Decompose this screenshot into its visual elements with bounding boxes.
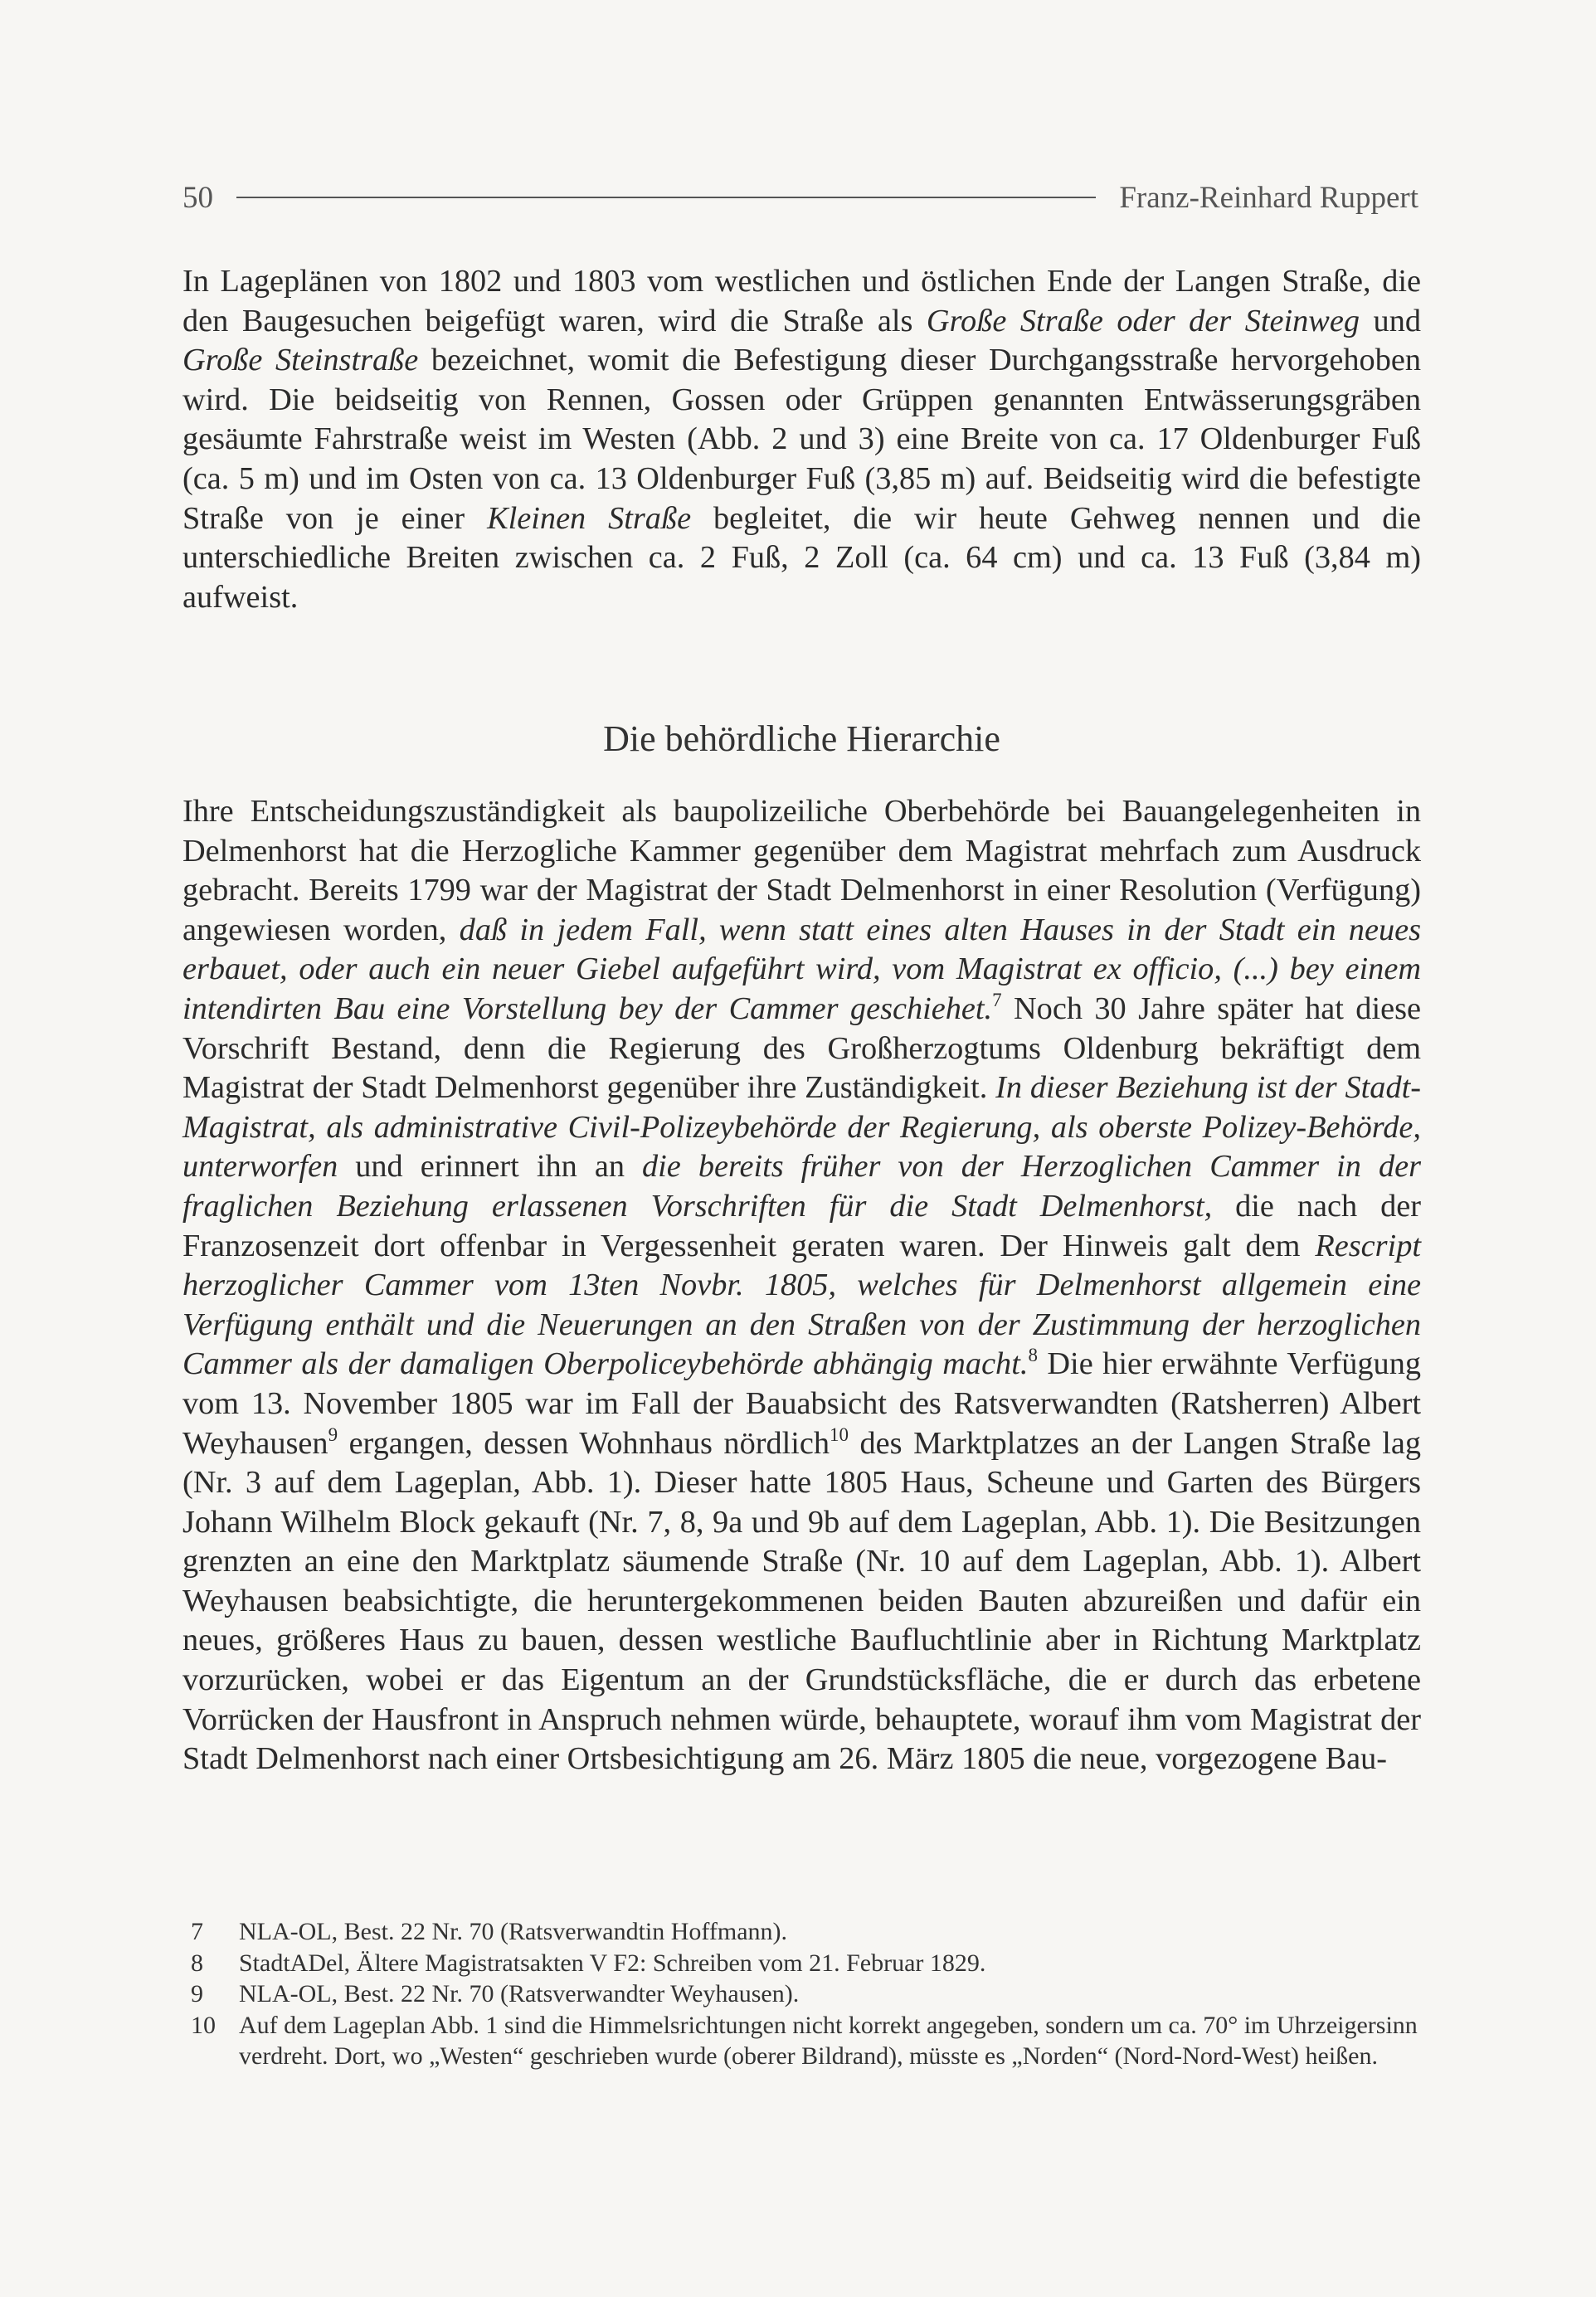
footnote (191, 1916, 1423, 1948)
paragraph-authority-hierarchy (182, 792, 1421, 1779)
footnote-marker[interactable]: 9 (328, 1423, 338, 1445)
italic-quotation: die bereits früher von der Herzoglichen Cammer in der fraglichen Beziehung erlassenen Vorschriften für die Stadt Delmenhorst, (182, 1149, 1422, 1224)
footnote-number: 10 (191, 2011, 216, 2039)
text-run: bezeichnet, womit die Befestigung dieser Durchgangsstraße hervorgehoben wird. Die beidseitig von Rennen, Gossen oder Grüppen genannten Entwässerungsgräben gesäumte Fahrstraße weist im Westen (Abb. 2 und 3) eine Breite von ca. 17 Oldenburger Fuß (ca. 5 m) und im Osten von ca. 13 Oldenburger Fuß (3,85 m) auf. Beidseitig wird die befestigte Straße von je einer (182, 343, 1421, 536)
paragraph-1 (182, 262, 1421, 617)
italic-quotation: In dieser Beziehung ist der Stadt-Magistrat, als administrative Civil-Polizeybehörde der Regierung, als oberste Polizey-Behörde, unterworfen (182, 1070, 1421, 1185)
page-number: 50 (182, 180, 213, 215)
footnote-text: Auf dem Lageplan Abb. 1 sind die Himmelsrichtungen nicht korrekt angegeben, sondern um ca. 70° im Uhrzeigersinn verdreht. Dort, wo „Westen“ geschrieben wurde (oberer Bildrand), müsste es „Norden“ (Nord-Nord-West) heißen. (239, 2011, 1418, 2070)
text-run: und (1360, 303, 1421, 338)
footnote (191, 2010, 1423, 2072)
italic-quotation: Große Straße oder der Steinweg (926, 303, 1360, 338)
text-run: In Lageplänen von 1802 und 1803 vom westlichen und östlichen Ende der Langen Straße, die den Baugesuchen beigefügt waren, wird die Straße als (182, 264, 1421, 338)
text-run: ergangen, dessen Wohnhaus nördlich (338, 1425, 830, 1461)
footnote-marker[interactable]: 8 (1028, 1345, 1038, 1366)
italic-quotation: daß in jedem Fall, wenn statt eines alten Hauses in der Stadt ein neues erbauet, oder auch ein neuer Giebel aufgeführt wird, vom Magistrat ex officio, (...) bey einem intendirten Bau eine Vorstellung bey der Cammer geschiehet. (182, 912, 1421, 1026)
italic-quotation: Kleinen Straße (487, 500, 692, 536)
footnote-marker[interactable]: 10 (830, 1423, 849, 1445)
section-heading: Die behördliche Hierarchie (603, 718, 1000, 759)
text-run: die nach der Franzosenzeit dort offenbar in Vergessenheit geraten waren. Der Hinweis galt dem (182, 1188, 1422, 1263)
italic-quotation: Rescript herzoglicher Cammer vom 13ten Novbr. 1805, welches für Delmenhorst allgemein eine Verfügung enthält und die Neuerungen an den Straßen von der Zustimmung der herzoglichen Cammer als der damaligen Oberpoliceybehörde abhängig macht. (182, 1228, 1421, 1382)
footnote (191, 1978, 1423, 2010)
text-run: Ihre Entscheidungszuständigkeit als baupolizeiliche Oberbehörde bei Bauangelegenheiten in Delmenhorst hat die Herzogliche Kammer gegenüber dem Magistrat mehrfach zum Ausdruck gebracht. Bereits 1799 war der Magistrat der Stadt Delmenhorst in einer Resolution (Verfügung) angewiesen worden, (182, 794, 1421, 947)
running-author: Franz-Reinhard Ruppert (1119, 180, 1418, 215)
text-run: Die hier erwähnte Verfügung vom 13. November 1805 war im Fall der Bauabsicht des Ratsverwandten (Ratsherren) Albert Weyhausen (182, 1346, 1421, 1461)
footnote-text: NLA-OL, Best. 22 Nr. 70 (Ratsverwandtin Hoffmann). (239, 1918, 787, 1945)
text-run: begleitet, die wir heute Gehweg nennen und die unterschiedliche Breiten zwischen ca. 2 Fuß, 2 Zoll (ca. 64 cm) und ca. 13 Fuß (3,84 m) aufweist. (182, 500, 1421, 615)
italic-quotation: Große Steinstraße (182, 343, 419, 378)
header-rule (236, 197, 1096, 198)
footnote-number: 8 (191, 1949, 203, 1977)
footnote-text: StadtADel, Ältere Magistratsakten V F2: Schreiben vom 21. Februar 1829. (239, 1949, 986, 1977)
running-header (182, 173, 1418, 222)
paragraph-street-description (182, 262, 1421, 617)
footnote-number: 7 (191, 1918, 203, 1945)
footnote-marker[interactable]: 7 (992, 990, 1002, 1011)
text-run: des Marktplatzes an der Langen Straße lag (Nr. 3 auf dem Lageplan, Abb. 1). Dieser hatte 1805 Haus, Scheune und Garten des Bürgers Johann Wilhelm Block gekauft (Nr. 7, 8, 9a und 9b auf dem Lageplan, Abb. 1). Die Besitzungen grenzten an eine den Marktplatz säumende Straße (Nr. 10 auf dem Lageplan, Abb. 1). Albert Weyhausen beabsichtigte, die heruntergekommenen beiden Bauten abzureißen und dafür ein neues, größeres Haus zu bauen, dessen westliche Baufluchtlinie aber in Richtung Marktplatz vorzurücken, wobei er das Eigentum an der Grundstücksfläche, die er durch das erbetene Vorrücken der Hausfront in Anspruch nehmen würde, behauptete, worauf ihm vom Magistrat der Stadt Delmenhorst nach einer Ortsbesichtigung am 26. März 1805 die neue, vorgezogene Bau- (182, 1425, 1421, 1777)
paragraph-2 (182, 792, 1421, 1779)
footnote-number: 9 (191, 1980, 203, 2007)
text-run: und erinnert ihn an (338, 1149, 642, 1185)
footnote-text: NLA-OL, Best. 22 Nr. 70 (Ratsverwandter Weyhausen). (239, 1980, 800, 2007)
text-run: Noch 30 Jahre später hat diese Vorschrift Bestand, denn die Regierung des Großherzogtums Oldenburg bekräftigt dem Magistrat der Stadt Delmenhorst gegenüber ihre Zuständigkeit. (182, 990, 1421, 1106)
footnotes (191, 1916, 1423, 2072)
footnote (191, 1948, 1423, 1979)
